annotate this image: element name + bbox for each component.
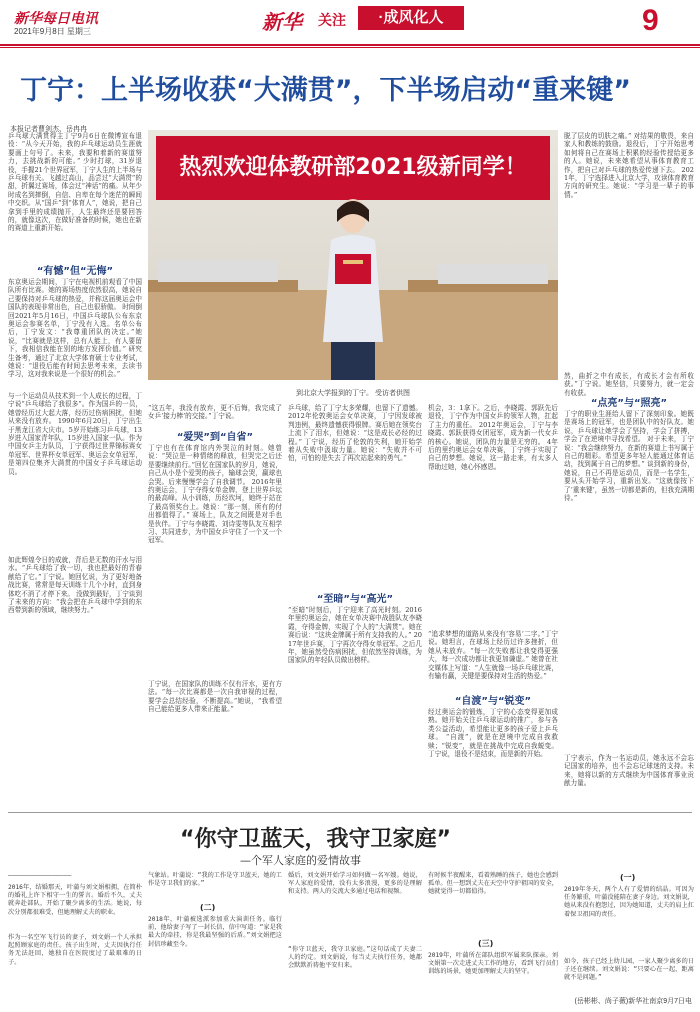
column-3-body-2: “至暗”时刻后，丁宁迎来了高光时刻。2016年里约奥运会，她在女单决赛中战胜队友李晓霞，夺得金牌，实现了个人的“大满贯”。她在赛后说：“这块金牌属于所有支持我的人。” 2017年世乒赛，丁宁再次夺得女单冠军。之后几年，她虽然受伤病困扰，但依然坚持训练，为国家队的年轻队员做出榜样。 bbox=[288, 606, 422, 665]
secondary-section-1: (一) bbox=[620, 873, 636, 882]
column-5-body: 然，曲折之中有成长，有成长才会有所收获。”丁宁说。她坚信，只要努力，就一定会有收获。 bbox=[564, 372, 694, 397]
photo-banner bbox=[156, 136, 550, 200]
column-4-body-3: 经过奥运会的锻炼，丁宁的心态变得更加成熟。她开始关注乒乓球运动的推广，参与各类公益活动，希望能让更多的孩子爱上乒乓球。 “自渡”，就是在逆境中完成自我救赎；“锐变”，就是在挑战中完成自我蜕变。丁宁说，退役不是结束，而是新的开始。 bbox=[428, 708, 558, 759]
column-1-intro: 乒乓球大满贯得主丁宁9月6日在微博宣布退役：“从今天开始，我的乒乓球运动员生涯就要画上句号了。未来，我要和着新的赛道努力，去挑战新的可能。” 少时打球，31岁退役，手握21个世界冠军，丁宁人生的上半场与乒乓球有关。飞越过高山，品尝过“大满贯”的甜，折翼过赛场，体会过“神话”的痛。从年少时成名到摔倒，自信、自卑在每个迷茫的瞬间中交织。从“国乒”到“体育人”，她说，把自己拿到手里的成绩抛开，人生最终还是要回答的，就像这次，在做好准备的时候，她也在新的赛道上重新开始。 bbox=[8, 132, 142, 233]
secondary-subhead: —个军人家庭的爱情故事 bbox=[240, 854, 361, 867]
secondary-col1-rule: ————————————————— bbox=[8, 872, 72, 879]
secondary-col1-body-2: 作为一名空军飞行员的妻子，刘文娟一个人承担起照顾家庭的责任。孩子出生时，丈夫因执行任务无法赶回，她独自在医院度过了最艰难的日子。 bbox=[8, 934, 142, 966]
column-4-body-2: “追求梦想的道路从来没有‘容易’二字。”丁宁说。她坦言，在球场上经历过许多挫折，但她从未放弃。“每一次失败都让我变得更强大，每一次成功都让我更加谦虚。” 她曾在社交媒体上写道：“人生就像一场乒乓球比赛，有输有赢，关键是要保持对生活的热爱。” bbox=[428, 630, 558, 681]
issue-date: 2021年9月8日 星期三 bbox=[14, 27, 91, 36]
header-rule bbox=[0, 44, 700, 46]
newspaper-brand: 新华每日电讯 bbox=[14, 11, 98, 27]
secondary-headline: “你守卫蓝天，我守卫家庭” bbox=[180, 827, 451, 852]
secondary-col5-body-2: 如今，孩子已经上幼儿园，一家人聚少离多的日子还在继续。刘文娟说：“只要心在一起，距离就不是问题。” bbox=[564, 958, 694, 982]
secondary-col3-body-2: “你守卫蓝天，我守卫家庭。”这句话成了夫妻二人的约定。刘文娟说，每当丈夫执行任务，她都会默默祈祷他平安归来。 bbox=[288, 946, 422, 970]
column-2-intro: “这五年，我没有放弃，更不后悔，我完成了女乒‘接力棒’的交接。”丁宁说。 bbox=[148, 404, 282, 421]
secondary-section-2: (二) bbox=[200, 903, 216, 912]
header-logo: 新华 bbox=[262, 10, 302, 34]
column-5-intro: 脱了层皮的切肤之痛。” 对结果的敬畏，来自家人和教练的鼓励。退役后，丁宁开始思考如何将自己在赛场上积累的经验传授给更多的人。她说，未来她希望从事体育教育工作，把自己对乒乓球的热爱传递下去。 2021年，丁宁选择进入北京大学，攻读体育教育方向的研究生。她说：“学习是一辈子的事情。” bbox=[564, 132, 694, 199]
secondary-col4-body: 有时候半夜醒来，看着熟睡的孩子，她也会感到孤单。但一想到丈夫在天空中守护祖国的安全，她就觉得一切都值得。 bbox=[428, 872, 558, 896]
secondary-col5-body: 2019年冬天，两个人有了爱情的结晶。可因为任务繁重，叶蒲没能陪在妻子身边。刘文娟说，她从来没有抱怨过，因为她知道，丈夫的肩上扛着保卫祖国的责任。 bbox=[564, 886, 694, 918]
column-2-body-2: 丁宁说，在国家队的训练不仅有汗水，更有方法。“每一次比赛都是一次自我审视的过程，要学会总结经验，不断提高。”她说，“我希望自己能给更多人带来正能量。” bbox=[148, 680, 282, 714]
column-1-body-3: 如此辉煌令日的成就，背后是无数的汗水与泪水。“乒乓球给了我一切，我也把最好的青春献给了它。”丁宁说。她回忆说，为了更好地备战比赛，常常是每天训练十几个小时，直到身体吃不消了才停下来。 没做到最好，丁宁谈到了未来的方向：“我会把在乒乓球中学到的东西带到新的领域，继续努力。” bbox=[8, 556, 142, 615]
article-credit: (岳彬彬、尚子薇)新华社南京9月7日电 bbox=[574, 998, 692, 1005]
column-4-body: 机会，3：1拿下。之后，李晓霞、郭跃先后退役，丁宁作为中国女乒的领军人物，扛起了主力的重任。 2012年奥运会，丁宁与李晓霞、郭跃获得女团冠军，成为新一代女乒的核心。她说，团队的力量是无穷的。 4年后的里约奥运会女单决赛，丁宁终于实现了自己的梦想。她说，这一路走来，有太多人帮助过她，她心怀感恩。 bbox=[428, 404, 558, 471]
secondary-col1-body: 2016年，结婚那天，叶蒲与刘文娟相拥，在简朴的婚礼上许下相守一生的誓言。婚后不久，丈夫就奔赴部队，开始了聚少离多的生活。她说，每次分别都很难受，但她理解丈夫的职业。 bbox=[8, 884, 142, 916]
secondary-col3-body: 婚后，刘文娟开始学习如何做一名军嫂。她说，军人家庭的爱情，没有太多浪漫，更多的是理解和支持。两人的交流大多通过电话和视频。 bbox=[288, 872, 422, 896]
article-photo bbox=[148, 130, 558, 380]
column-1-body-2: 与一个运动员从技术到一个人成长的过程，丁宁说“乒乓球给了我很多”。作为国乒的一员，她曾经历过大起大落，经历过伤病困扰，但她从来没有放弃。 1990年6月20日，丁宁出生于黑龙江省大庆市。5岁开始练习乒乓球，13岁进入国家青年队，15岁进入国家一队。作为中国女乒主力队员，丁宁获得过世界锦标赛女单冠军、世界杯女单冠军、奥运会女单冠军，是第四位集齐大满贯的中国女子乒乓球运动员。 bbox=[8, 392, 142, 476]
page-number: 9 bbox=[642, 4, 659, 37]
subhead-3: “至暗”与“高光” bbox=[316, 594, 394, 605]
person-figure bbox=[313, 192, 393, 380]
secondary-col2-intro: 气象站。叶蒲说：“我的工作是守卫蓝天，她的工作是守卫我们的家。” bbox=[148, 872, 282, 888]
section-band: ·成风化人 bbox=[358, 6, 464, 30]
secondary-col4-body-2: 2019年，叶蒲所在部队组织军属来队探亲。刘文娟第一次走进丈夫工作的地方，看到飞行员们训练的场景，她更加理解丈夫的坚守。 bbox=[428, 952, 558, 976]
article-headline: 丁宁：上半场收获“大满贯”，下半场启动“重来键” bbox=[20, 75, 631, 106]
header-focus: 关注 bbox=[318, 12, 346, 28]
subhead-1: “有憾”但“无悔” bbox=[36, 266, 114, 277]
column-3-body: 乒乓球，给了丁宁太多荣耀，也留下了遗憾。2012年伦敦奥运会女单决赛，丁宁因发球被判违例，最终遗憾获得银牌。赛后她在领奖台上流下了泪水，但她说：“这是成长必经的过程。” 丁宁说，经历了伦敦的失利，她开始学着从失败中汲取力量。她说：“失败并不可怕，可怕的是失去了再次站起来的勇气。” bbox=[288, 404, 422, 463]
banner-text: 热烈欢迎体教研部2021级新同学！ bbox=[179, 155, 527, 180]
article-byline: 本报记者曹剑杰、岳冉冉 bbox=[10, 126, 87, 133]
photo-caption: 到北京大学报到的丁宁。 受访者供图 bbox=[296, 390, 410, 397]
subhead-2: “爱哭”到“自省” bbox=[176, 432, 254, 443]
header-rule-thin bbox=[0, 47, 700, 48]
subhead-4: “自渡”与“锐变” bbox=[454, 696, 532, 707]
section-divider bbox=[8, 812, 692, 813]
secondary-col2-body: 2018年，叶蒲被选派参加重大演训任务。临行前，他给妻子写了一封长信，信中写道：“家是我最大的牵挂，你是我最坚强的后盾。”刘文娟把这封信珍藏至今。 bbox=[148, 916, 282, 948]
column-1-body: 东京奥运会期间，丁宁在电视机前观看了中国队所有比赛。她的赛场热度依然很高，她说自己要保持对乒乓球的热爱，并称这届奥运会中国队的表现非常出色，自己也很骄傲。 时间倒回2021年5月16日，中国乒乓球队公布东京奥运会参赛名单，丁宁没有入选。名单公布后，丁宁发文：“我尊重团队的决定。”她说，“比赛就是这样，总有人能上，有人要留下，我相信我能在别的地方发挥价值。” 研究生备考，通过了北京大学体育硕士专业考试，她说：“退役后能有时间去思考未来，去读书学习，这对我来说是一个很好的机会。” bbox=[8, 278, 142, 379]
column-5-body-3: 丁宁表示，作为一名运动员，她永远不会忘记国家的培养，也不会忘记球迷的支持。未来，她将以新的方式继续为中国体育事业贡献力量。 bbox=[564, 754, 694, 788]
column-2-body: 丁宁也有在体育馆内外哭泣的时刻。她曾说：“哭泣是一种情绪的释放，但哭完之后还是要继续前行。”回忆在国家队的岁月，她说，自己从小是个爱哭的孩子，输球会哭，赢球也会哭。后来慢慢学会了自我调节。 2016年里约奥运会，丁宁夺得女单金牌，登上世界乒坛的最高峰。从小训练，历经坎坷，她终于站在了最高领奖台上。她说：“那一刻，所有的付出都值得了。” 赛场上，队友之间既是对手也是伙伴。丁宁与李晓霞、刘诗雯等队友互相学习、共同进步，为中国女乒守住了一个又一个冠军。 bbox=[148, 444, 282, 545]
column-5-body-2: 丁宁的职业生涯给人留下了深刻印象。她既是赛场上的冠军，也是团队中的好队友。她说，乒乓球让她学会了坚持，学会了拼搏，学会了在逆境中寻找希望。 对于未来，丁宁说：“我会继续努力，在新的赛道上书写属于自己的精彩。希望更多年轻人能通过体育运动，找到属于自己的梦想。” 谈到新的身份，她说，自己不再是运动员，而是一名学生，要从头开始学习，重新出发。“这就像按下了‘重来键’，虽然一切都是新的，但我充满期待。” bbox=[564, 410, 694, 503]
subhead-5: “点亮”与“照亮” bbox=[590, 398, 668, 409]
secondary-section-3: (三) bbox=[478, 939, 494, 948]
